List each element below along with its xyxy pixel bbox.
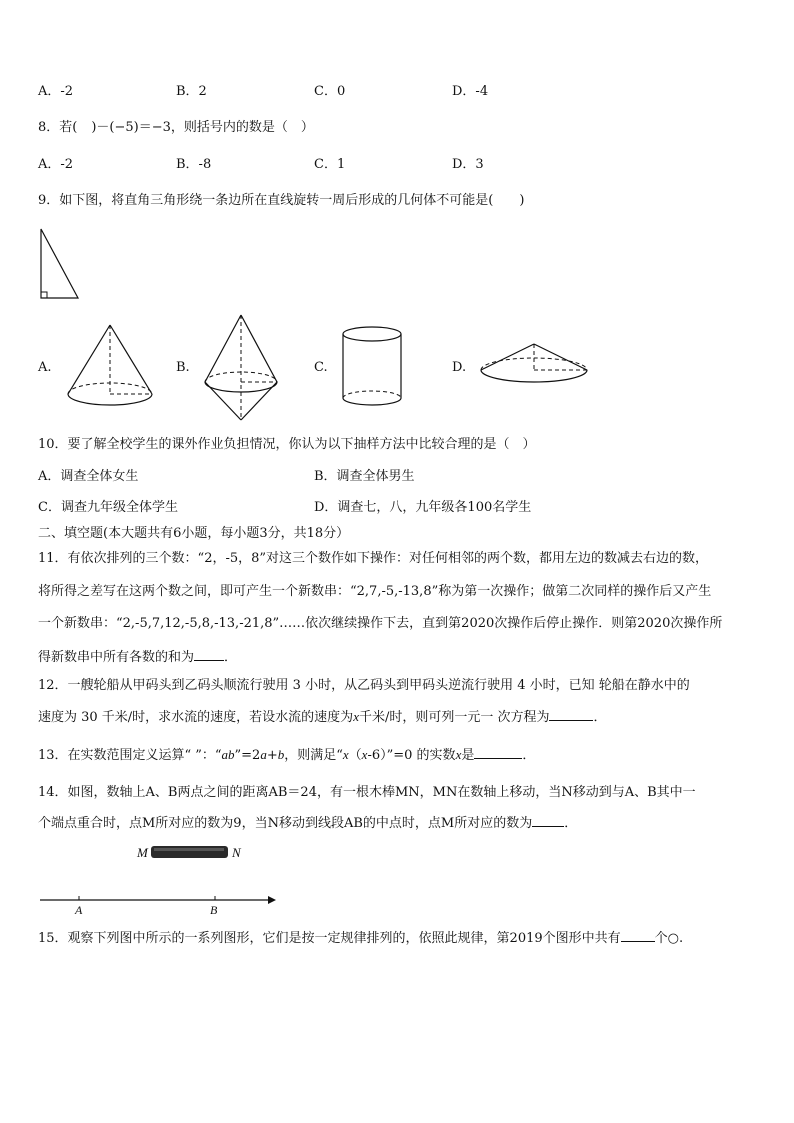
- q11-line-2: 将所得之差写在这两个数之间，即可产生一个新数串：“2,7,-5,-13,8”称为第一次操作；做第二次同样的操作后又产生: [38, 584, 712, 599]
- label-a: A: [75, 903, 83, 917]
- q14-text: 个端点重合时，点M所对应的数为9，当N移动到线段AB的中点时，点M所对应的数为: [38, 816, 533, 831]
- q13-text-h: 是: [461, 748, 475, 763]
- q14-line-1: 14．如图，数轴上A、B两点之间的距离AB＝24，有一根木棒MN，MN在数轴上移动，当N移动到与A、B其中一: [38, 785, 696, 800]
- stick-mn-figure: [150, 843, 230, 861]
- q11-end: ．: [224, 650, 238, 665]
- q13-text-c: ”=2: [234, 748, 261, 763]
- q13-end: ．: [522, 748, 536, 763]
- q8-option-a: A．-2: [38, 157, 74, 172]
- q12-var: x: [353, 709, 359, 724]
- flat-cone-figure: [478, 340, 590, 388]
- right-triangle-figure: [38, 226, 82, 302]
- q8-mid: )－(−5)＝−3，则括号内的数是（ ）: [91, 120, 314, 135]
- q10-option-b: B．调查全体男生: [314, 469, 415, 484]
- q15-line: [38, 929, 683, 947]
- q13-var-a: a: [260, 747, 267, 762]
- q10-option-d: D．调查七，八，九年级各100名学生: [314, 500, 532, 515]
- q7-option-c: C．0: [314, 84, 346, 99]
- q11-answer-blank[interactable]: [194, 648, 224, 661]
- q8-prefix: 8．若(: [38, 120, 78, 135]
- section-heading-fill-blank: 二、填空题(本大题共有6小题，每小题3分，共18分）: [38, 526, 350, 541]
- q12-text-a: 速度为 30 千米/时，求水流的速度，若设水流的速度为: [38, 710, 354, 725]
- q15-answer-blank[interactable]: [621, 929, 655, 942]
- q9-label-a: A.: [38, 360, 52, 375]
- q13-line: [38, 746, 535, 764]
- q11-line-1: 11．有依次排列的三个数：“2，-5，8”对这三个数作如下操作：对任何相邻的两个数，都用左边的数减去右边的数，: [38, 551, 709, 566]
- q12-answer-blank[interactable]: [549, 708, 593, 721]
- label-n: N: [232, 845, 241, 860]
- q9-label-b: B.: [176, 360, 190, 375]
- q13-text-g: -6）”=0 的实数: [367, 748, 456, 763]
- q11-line-4: [38, 648, 237, 666]
- double-cone-figure: [202, 312, 280, 424]
- q9-label-c: C.: [314, 360, 328, 375]
- q13-var-x2: x: [361, 747, 368, 762]
- q7-option-b: B．2: [176, 84, 207, 99]
- q13-text-f: （: [348, 748, 362, 763]
- q10-stem: 10．要了解全校学生的课外作业负担情况，你认为以下抽样方法中比较合理的是（ ）: [38, 437, 536, 452]
- q12-end: ．: [593, 710, 607, 725]
- q8-option-d: D．3: [452, 157, 484, 172]
- q13-var-x3: x: [455, 747, 462, 762]
- q10-option-a: A．调查全体女生: [38, 469, 139, 484]
- cone-upright-figure: [64, 322, 156, 410]
- q13-text-d: +: [266, 748, 278, 763]
- q15-end: 个○.: [654, 931, 684, 946]
- q9-stem: 9．如下图，将直角三角形绕一条边所在直线旋转一周后形成的几何体不可能是( ): [38, 193, 525, 208]
- q13-text-a: 13．在实数范围定义运算“: [38, 748, 192, 763]
- label-m: M: [137, 845, 148, 860]
- q9-label-d: D.: [452, 360, 467, 375]
- q8-option-b: B．-8: [176, 157, 212, 172]
- number-line-figure: [38, 894, 278, 908]
- q13-answer-blank[interactable]: [474, 746, 522, 759]
- q8-stem: [38, 120, 314, 136]
- q13-var-ab: ab: [221, 747, 235, 762]
- q14-line-2: [38, 814, 577, 832]
- q11-text: 得新数串中所有各数的和为: [38, 650, 195, 665]
- q7-option-d: D．-4: [452, 84, 489, 99]
- q12-line-1: 12．一艘轮船从甲码头到乙码头顺流行驶用 3 小时，从乙码头到甲码头逆流行驶用 4 小时，已知 轮船在静水中的: [38, 678, 690, 693]
- q13-text-e: ，则满足“: [284, 748, 343, 763]
- label-b: B: [210, 903, 218, 917]
- q13-var-b: b: [277, 747, 285, 762]
- q10-option-c: C．调查九年级全体学生: [38, 500, 178, 515]
- q11-line-3: 一个新数串：“2,-5,7,12,-5,8,-13,-21,8”……依次继续操作下去，直到第2020次操作后停止操作．则第2020次操作所: [38, 616, 723, 631]
- q12-text-b: 千米/时，则可列一元一 次方程为: [358, 710, 550, 725]
- q14-answer-blank[interactable]: [532, 814, 564, 827]
- q7-option-a: A．-2: [38, 84, 74, 99]
- q8-option-c: C．1: [314, 157, 346, 172]
- q14-end: ．: [564, 816, 578, 831]
- q15-text: 15．观察下列图中所示的一系列图形，它们是按一定规律排列的，依照此规律，第2019个图形中共有: [38, 931, 621, 946]
- q12-line-2: [38, 708, 607, 726]
- cylinder-figure: [340, 324, 404, 410]
- q13-var-x1: x: [342, 747, 349, 762]
- q13-text-b: ”：“: [195, 748, 222, 763]
